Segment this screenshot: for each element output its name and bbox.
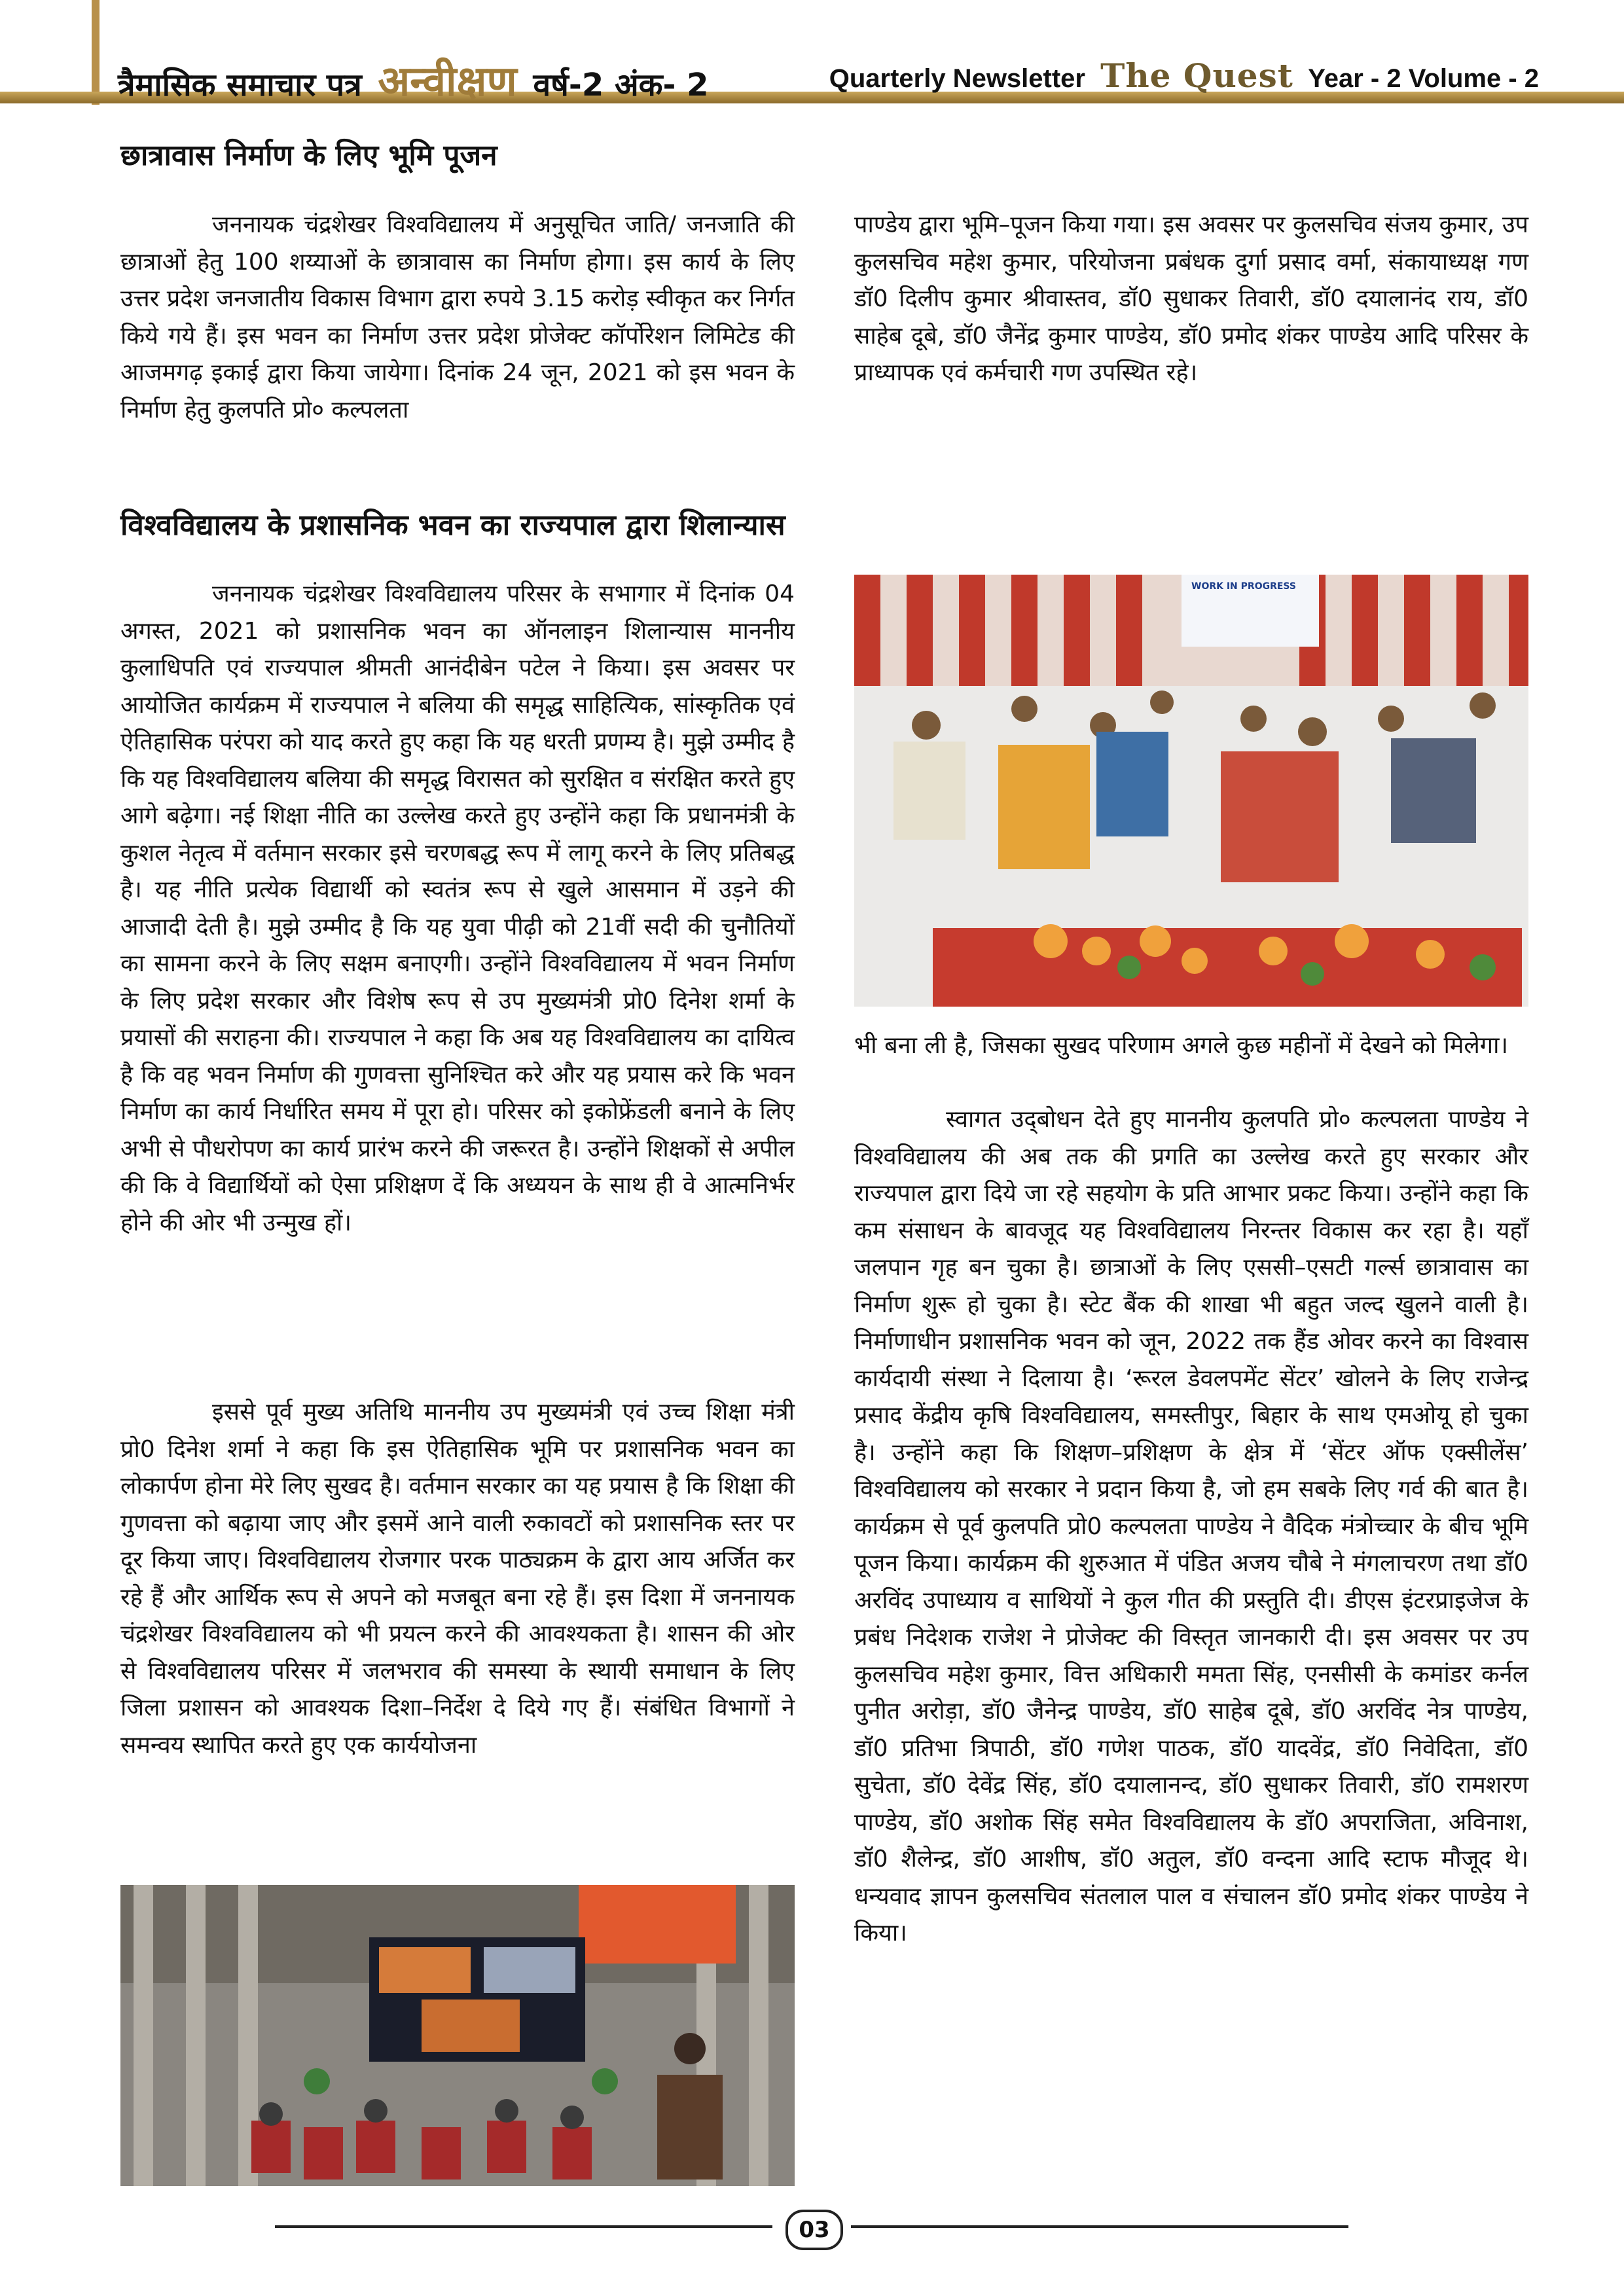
article2-p3: भी बना ली है, जिसका सुखद परिणाम अगले कुछ महीनों में देखने को मिलेगा।	[854, 1032, 1509, 1059]
article2-title: विश्वविद्यालय के प्रशासनिक भवन का राज्यपाल द्वारा शिलान्यास	[120, 509, 785, 542]
article1-col2: पाण्डेय द्वारा भूमि–पूजन किया गया। इस अवसर पर कुलसचिव संजय कुमार, उप कुलसचिव महेश कुमार, परियोजना प्रबंधक दुर्गा प्रसाद वर्मा, संकायाध्यक्ष गण डॉ0 दिलीप कुमार श्रीवास्तव, डॉ0 सुधाकर तिवारी, डॉ0 दयालानंद राय, डॉ0 साहेब दूबे, डॉ0 जैनेंद्र कुमार पाण्डेय, डॉ0 प्रमोद शंकर पाण्डेय आदि परिसर के प्राध्यापक एवं कर्मचारी गण उपस्थित रहे।	[854, 211, 1528, 386]
photo-bhoomi-pujan	[854, 575, 1528, 1007]
header-right-prefix: Quarterly Newsletter	[829, 64, 1085, 93]
page-number: 03	[785, 2210, 843, 2250]
brand-english: The Quest	[1100, 56, 1293, 95]
banner-text: WORK IN PROGRESS	[1191, 581, 1296, 592]
header-left-prefix: त्रैमासिक समाचार पत्र	[118, 67, 362, 103]
header-left	[118, 51, 709, 108]
article2-p2: इससे पूर्व मुख्य अतिथि माननीय उप मुख्यमंत्री एवं उच्च शिक्षा मंत्री प्रो0 दिनेश शर्मा ने कहा कि इस ऐतिहासिक भूमि पर प्रशासनिक भवन का लोकार्पण होना मेरे लिए सुखद है। वर्तमान सरकार का यह प्रयास है कि शिक्षा की गुणवत्ता को बढ़ाया जाए और इसमें आने वाली रुकावटों को प्रशासनिक स्तर पर दूर किया जाए। विश्वविद्यालय रोजगार परक पाठ्यक्रम के द्वारा आय अर्जित कर रहे हैं और आर्थिक रूप से अपने को मजबूत बना रहे हैं। इस दिशा में जननायक चंद्रशेखर विश्वविद्यालय को भी प्रयत्न करने की आवश्यकता है। शासन की ओर से विश्वविद्यालय परिसर में जलभराव की समस्या के स्थायी समाधान के लिए जिला प्रशासन को आवश्यक दिशा–निर्देश दे दिये गए हैं। संबंधित विभागों ने समन्वय स्थापित करते हुए एक कार्ययोजना	[120, 1399, 795, 1759]
article1-title: छात्रावास निर्माण के लिए भूमि पूजन	[120, 139, 497, 172]
article2-p1: जननायक चंद्रशेखर विश्वविद्यालय परिसर के सभागार में दिनांक 04 अगस्त, 2021 को प्रशासनिक भवन का ऑनलाइन शिलान्यास माननीय कुलाधिपति एवं राज्यपाल श्रीमती आनंदीबेन पटेल ने किया। इस अवसर पर आयोजित कार्यक्रम में राज्यपाल ने बलिया की समृद्ध साहित्यिक, सांस्कृतिक एवं ऐतिहासिक परंपरा को याद करते हुए कहा कि यह धरती प्रणम्य है। मुझे उम्मीद है कि यह विश्वविद्यालय बलिया की समृद्ध विरासत को सुरक्षित व संरक्षित करते हुए आगे बढ़ेगा। नई शिक्षा नीति का उल्लेख करते हुए उन्होंने कहा कि प्रधानमंत्री के कुशल नेतृत्व में वर्तमान सरकार इसे चरणबद्ध रूप में लागू करने के लिए प्रतिबद्ध है। यह नीति प्रत्येक विद्यार्थी को स्वतंत्र रूप से खुले आसमान में उड़ने की आजादी देती है। मुझे उम्मीद है कि यह युवा पीढ़ी को 21वीं सदी की चुनौतियों का सामना करने के लिए सक्षम बनाएगी। उन्होंने विश्वविद्यालय में भवन निर्माण के लिए प्रदेश सरकार और विशेष रूप से उप मुख्यमंत्री प्रो0 दिनेश शर्मा के प्रयासों की सराहना की। राज्यपाल ने कहा कि अब यह विश्वविद्यालय का दायित्व है कि वह भवन निर्माण की गुणवत्ता सुनिश्चित करे और यह प्रयास करे कि भवन निर्माण का कार्य निर्धारित समय में पूरा हो। परिसर को इकोफ्रेंडली बनाने के लिए अभी से पौधरोपण का कार्य प्रारंभ करने की जरूरत है। उन्होंने शिक्षकों से अपील की कि वे विद्यार्थियों को ऐसा प्रशिक्षण दें कि अध्ययन के साथ ही वे आत्मनिर्भर होने की ओर भी उन्मुख हों।	[120, 581, 795, 1236]
header-right-suffix: Year - 2 Volume - 2	[1308, 64, 1539, 93]
article1-col1: जननायक चंद्रशेखर विश्वविद्यालय में अनुसूचित जाति/ जनजाति की छात्राओं हेतु 100 शय्याओं के छात्रावास का निर्माण होगा। इस कार्य के लिए उत्तर प्रदेश जनजातीय विकास विभाग द्वारा रुपये 3.15 करोड़ स्वीकृत कर निर्गत किये गये हैं। इस भवन का निर्माण उत्तर प्रदेश प्रोजेक्ट कॉर्पोरेशन लिमिटेड की आजमगढ़ इकाई द्वारा किया जायेगा। दिनांक 24 जून, 2021 को इस भवन के निर्माण हेतु कुलपति प्रो० कल्पलता	[120, 211, 795, 423]
footer-rule-left	[275, 2225, 772, 2228]
footer-rule-right	[851, 2225, 1348, 2228]
header-accent-bar	[92, 0, 99, 105]
brand-hindi: अन्वीक्षण	[378, 57, 517, 106]
header-right	[829, 56, 1539, 95]
article2-p4: स्वागत उद्‌बोधन देते हुए माननीय कुलपति प्रो० कल्पलता पाण्डेय ने विश्वविद्यालय की अब तक की प्रगति का उल्लेख करते हुए सरकार और राज्यपाल द्वारा दिये जा रहे सहयोग के प्रति आभार प्रकट किया। उन्होंने कहा कि कम संसाधन के बावजूद यह विश्वविद्यालय निरन्तर विकास कर रहा है। यहाँ जलपान गृह बन चुका है। छात्राओं के लिए एससी–एसटी गर्ल्स छात्रावास का निर्माण शुरू हो चुका है। स्टेट बैंक की शाखा भी बहुत जल्द खुलने वाली है। निर्माणाधीन प्रशासनिक भवन को जून, 2022 तक हैंड ओवर करने का विश्वास कार्यदायी संस्था ने दिलाया है। ‘रूरल डेवलपमेंट सेंटर’ खोलने के लिए राजेन्द्र प्रसाद केंद्रीय कृषि विश्वविद्यालय, समस्तीपुर, बिहार के साथ एमओयू हो चुका है। उन्होंने कहा कि शिक्षण–प्रशिक्षण के क्षेत्र में ‘सेंटर ऑफ एक्सीलेंस’ विश्वविद्यालय को सरकार ने प्रदान किया है, जो हम सबके लिए गर्व की बात है। कार्यक्रम से पूर्व कुलपति प्रो0 कल्पलता पाण्डेय ने वैदिक मंत्रोच्चार के बीच भूमि पूजन किया। कार्यक्रम की शुरुआत में पंडित अजय चौबे ने मंगलाचरण तथा डॉ0 अरविंद उपाध्याय व साथियों ने कुल गीत की प्रस्तुति दी। डीएस इंटरप्राइजेज के प्रबंध निदेशक राजेश ने प्रोजेक्ट की विस्तृत जानकारी दी। इस अवसर पर उप कुलसचिव महेश कुमार, वित्त अधिकारी ममता सिंह, एनसीसी के कमांडर कर्नल पुनीत अरोड़ा, डॉ0 जैनेन्द्र पाण्डेय, डॉ0 साहेब दूबे, डॉ0 अरविंद नेत्र पाण्डेय, डॉ0 प्रतिभा त्रिपाठी, डॉ0 गणेश पाठक, डॉ0 यादवेंद्र, डॉ0 निवेदिता, डॉ0 सुचेता, डॉ0 देवेंद्र सिंह, डॉ0 दयालानन्द, डॉ0 सुधाकर तिवारी, डॉ0 रामशरण पाण्डेय, डॉ0 अशोक सिंह समेत विश्वविद्यालय के डॉ0 अपराजिता, अविनाश, डॉ0 शैलेन्द्र, डॉ0 आशीष, डॉ0 अतुल, डॉ0 वन्दना आदि स्टाफ मौजूद थे। धन्यवाद ज्ञापन कुलसचिव संतलाल पाल व संचालन डॉ0 प्रमोद शंकर पाण्डेय ने किया।	[854, 1106, 1528, 1946]
photo-auditorium	[120, 1885, 795, 2186]
header-left-suffix: वर्ष-2 अंक- 2	[533, 67, 709, 103]
